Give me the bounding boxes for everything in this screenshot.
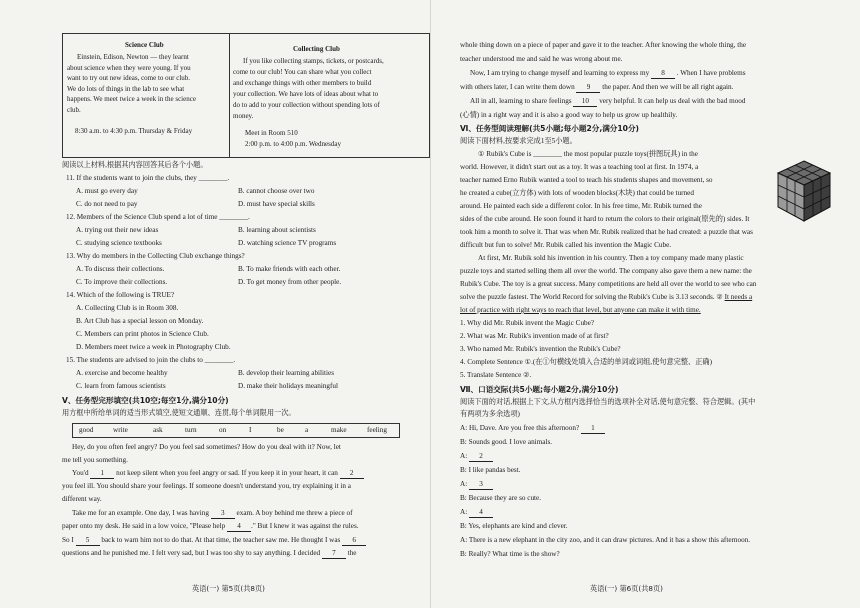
word-option: feeling xyxy=(367,426,387,434)
section-7-instruction: 有两项为多余选项) xyxy=(460,410,520,418)
reading-line: around. He painted each side a different color. In his free time, Mr. Rubik turned the xyxy=(460,202,702,210)
passage-line: So I 5 back to warn him not to do that. At that time, the teacher saw me. He thought I was 6 xyxy=(62,536,366,546)
word-box xyxy=(72,423,400,438)
blank-6[interactable]: 6 xyxy=(342,536,366,546)
passage-line: Take me for an example. One day, I was having 3 exam. A boy behind me threw a piece of xyxy=(72,509,353,517)
word-option: on xyxy=(219,426,227,434)
dialogue-line: B: Really? What time is the show? xyxy=(460,550,560,558)
collecting-club-line: money. xyxy=(233,112,254,120)
dialogue-line: A: There is a new elephant in the city zoo, and it can draw pictures. And it has a show this afternoon. xyxy=(460,536,751,544)
section-5-heading: Ⅴ、任务型完形填空(共10空;每空1分,满分10分) xyxy=(62,396,229,405)
question-12: 12. Members of the Science Club spend a lot of time ________. xyxy=(66,213,250,221)
blank-9[interactable]: 9 xyxy=(576,83,600,93)
passage-line: me tell you something. xyxy=(62,456,128,464)
clubs-table xyxy=(62,33,430,158)
collecting-club-line: If you like collecting stamps, tickets, or postcards, xyxy=(243,57,384,65)
passage-line: You'd 1 not keep silent when you feel angry or sad. If you keep it in your heart, it can 2 xyxy=(72,469,364,479)
collecting-club-line: come to our club! You can share what you collect xyxy=(233,68,372,76)
science-club-line: about science when they were young. If you xyxy=(67,63,191,72)
word-option: a xyxy=(305,426,309,434)
task-question: 3. Who named Mr. Rubik's invention the Rubik's Cube? xyxy=(460,345,621,353)
collecting-club-line: your collection. We have lots of ideas about what to xyxy=(233,90,379,98)
question-15: 15. The students are advised to join the clubs to ________. xyxy=(66,356,236,364)
page-footer-right: 英语(一) 第6页(共8页) xyxy=(590,584,663,593)
reading-line: At first, Mr. Rubik sold his invention in his country. Then a toy company made many plastic xyxy=(478,254,744,262)
option: C. To improve their collections. xyxy=(76,278,168,286)
passage-line: questions and he punished me. I felt very sad, but I was too shy to say anything. I decided 7 the xyxy=(62,549,357,557)
section-6-heading: Ⅵ、任务型阅读理解(共5小题;每小题2分,满分10分) xyxy=(460,124,640,133)
dialogue-blank-4[interactable]: 4 xyxy=(469,508,493,518)
reading-line: puzzle toys and started selling them all over the world. The company also gave them a new name: the xyxy=(460,267,752,275)
collecting-club-room: Meet in Room 510 xyxy=(245,129,298,137)
dialogue-blank-3[interactable]: 3 xyxy=(469,480,493,490)
passage-line: paper onto my desk. He said in a low voice, "Please help 4 ." But I knew it was against the rules. xyxy=(62,522,359,530)
option: D. To get money from other people. xyxy=(238,278,342,286)
word-option: be xyxy=(277,426,284,434)
option: B. develop their learning abilities xyxy=(238,369,335,377)
option: A. Collecting Club is in Room 308. xyxy=(76,304,179,312)
option: B. cannot choose over two xyxy=(238,187,315,195)
reading-line: world. However, it didn't start out as a toy. It was a teaching tool at first. In 1974, a xyxy=(460,163,699,171)
option: A. trying out their new ideas xyxy=(76,226,159,234)
option: C. studying science textbooks xyxy=(76,239,162,247)
right-page xyxy=(430,0,860,608)
reading-line: teacher named Erno Rubik wanted a tool to teach his students shapes and movement, so xyxy=(460,176,713,184)
page-footer-left: 英语(一) 第5页(共8页) xyxy=(192,584,265,593)
question-13: 13. Why do members in the Collecting Club exchange things? xyxy=(66,252,245,260)
collecting-club-title: Collecting Club xyxy=(293,45,340,53)
reading-line: sides of the cube around. He soon found it hard to return the colors to their original(原先的) sides. It xyxy=(460,215,750,223)
option: D. make their holidays meaningful xyxy=(238,382,339,390)
collecting-club-line: do to add to your collection without spending lots of xyxy=(233,101,380,109)
science-club-title: Science Club xyxy=(125,41,164,49)
blank-10[interactable]: 10 xyxy=(573,97,597,107)
option: D. Members meet twice a week in Photography Club. xyxy=(76,343,231,351)
dialogue-line: B: Sounds good. I love animals. xyxy=(460,438,553,446)
blank-5[interactable]: 5 xyxy=(76,536,100,546)
section-7-heading: Ⅶ、口语交际(共5小题;每小题2分,满分10分) xyxy=(460,385,619,394)
section-5-instruction: 用方框中所给单词的适当形式填空,使短文通顺、连贯,每个单词限用一次。 xyxy=(62,409,296,417)
word-option: good xyxy=(79,426,94,434)
option: B. Art Club has a special lesson on Monday. xyxy=(76,317,204,325)
rubiks-cube-image xyxy=(776,159,832,223)
science-club-line: want to try out new ideas, come to our club. xyxy=(67,74,191,82)
reading-line: lot of practice with right ways to reach that level, but anyone can make it with time. xyxy=(460,306,701,314)
blank-3[interactable]: 3 xyxy=(211,509,235,519)
option: A. exercise and become healthy xyxy=(76,369,168,377)
section-6-instruction: 阅读下面材料,按要求完成1至5小题。 xyxy=(460,137,577,145)
option: A. To discuss their collections. xyxy=(76,265,165,273)
collecting-club-line: and exchange things with other members to build xyxy=(233,79,372,87)
task-question: 1. Why did Mr. Rubik invent the Magic Cube? xyxy=(460,319,595,327)
option: D. must have special skills xyxy=(238,200,315,208)
question-14: 14. Which of the following is TRUE? xyxy=(66,291,175,299)
task-question: 2. What was Mr. Rubik's invention made of at first? xyxy=(460,332,609,340)
dialogue-blank-1[interactable]: 1 xyxy=(581,424,605,434)
blank-4[interactable]: 4 xyxy=(227,522,251,532)
dialogue-line: A: 3 xyxy=(460,480,493,490)
science-club-line: happens. We meet twice a week in the science xyxy=(67,95,196,103)
reading-line: took him a month to solve it. That was when Mr. Rubik realized that he had created: a puzzle that was xyxy=(460,228,753,236)
passage-line: (心情) in a right way and it is also a good way to help us grow up healthily. xyxy=(460,111,678,119)
dialogue-line: B: I like pandas best. xyxy=(460,466,521,474)
dialogue-line: A: 4 xyxy=(460,508,493,518)
science-club-line: club. xyxy=(67,105,81,114)
option: C. do not need to pay xyxy=(76,200,138,208)
reading-line: difficult but fun to solve! Mr. Rubik called his invention the Magic Cube. xyxy=(460,241,672,249)
word-option: make xyxy=(331,426,347,434)
dialogue-blank-2[interactable]: 2 xyxy=(469,452,493,462)
passage-line: Hey, do you often feel angry? Do you feel sad sometimes? How do you deal with it? Now, let xyxy=(72,443,341,451)
passage-line: with others later, I can write them down 9 the paper. And then we will be all right again. xyxy=(460,83,734,91)
science-club-time: 8:30 a.m. to 4:30 p.m. Thursday & Friday xyxy=(75,127,193,135)
reading-line: ① Rubik's Cube is ________ the most popular puzzle toys(拼图玩具) in the xyxy=(478,150,698,158)
option: C. Members can print photos in Science Club. xyxy=(76,330,209,338)
option: A. must go every day xyxy=(76,187,138,195)
word-option: write xyxy=(113,426,128,434)
passage-line: teacher understood me and said he was wrong about me. xyxy=(460,55,623,63)
science-club-line: We do lots of things in the lab to see what xyxy=(67,84,185,93)
word-option: I xyxy=(249,426,252,434)
section-7-instruction: 阅读下面的对话,根据上下文,从方框内选择恰当的选项补全对话,使句意完整、符合逻辑。(其中 xyxy=(460,398,756,406)
passage-line: you feel ill. You should share your feelings. If someone doesn't understand you, try explaining it in a xyxy=(62,482,351,490)
passage-line: Now, I am trying to change myself and learning to express my 8 . When I have problems xyxy=(470,69,746,77)
passage-line: different way. xyxy=(62,495,102,503)
reading-instruction: 阅读以上材料,根据其内容回答其后各个小题。 xyxy=(62,161,208,169)
blank-1[interactable]: 1 xyxy=(90,469,114,479)
blank-7[interactable]: 7 xyxy=(322,549,346,559)
option: D. watching science TV programs xyxy=(238,239,337,247)
science-club-line: Einstein, Edison, Newton — they learnt xyxy=(77,53,189,61)
dialogue-line: B: Because they are so cute. xyxy=(460,494,542,502)
passage-line: whole thing down on a piece of paper and gave it to the teacher. After knowing the whole thing, the xyxy=(460,41,747,49)
blank-8[interactable]: 8 xyxy=(651,69,675,79)
dialogue-line: B: Yes, elephants are kind and clever. xyxy=(460,522,568,530)
blank-2[interactable]: 2 xyxy=(340,469,364,479)
reading-line: solve the puzzle fastest. The World Record for solving the Rubik's Cube is 3.13 seconds. ② It needs a xyxy=(460,293,753,301)
reading-line: Rubik's Cube. The toy is a great success. Many competitions are held all over the world to see who can xyxy=(460,280,757,288)
option: B. To make friends with each other. xyxy=(238,265,341,273)
dialogue-line: A: Hi, Dave. Are you free this afternoon? 1 xyxy=(460,424,605,434)
word-option: ask xyxy=(153,426,163,434)
collecting-club-time: 2:00 p.m. to 4:00 p.m. Wednesday xyxy=(245,140,341,148)
passage-line: All in all, learning to share feelings 10 very helpful. It can help us deal with the bad mood xyxy=(470,97,746,105)
table-divider xyxy=(229,34,230,157)
reading-line: he created a cube(立方体) with lots of wooden blocks(木块) that could be turned xyxy=(460,189,694,197)
word-option: turn xyxy=(185,426,197,434)
task-question: 5. Translate Sentence ②. xyxy=(460,371,532,379)
question-11: 11. If the students want to join the clubs, they ________. xyxy=(66,174,230,182)
dialogue-line: A: 2 xyxy=(460,452,493,462)
task-question: 4. Complete Sentence ①.(在①句横线处填入合适的单词或词组,使句意完整、正确) xyxy=(460,358,712,366)
option: C. learn from famous scientists xyxy=(76,382,166,390)
option: B. learning about scientists xyxy=(238,226,316,234)
